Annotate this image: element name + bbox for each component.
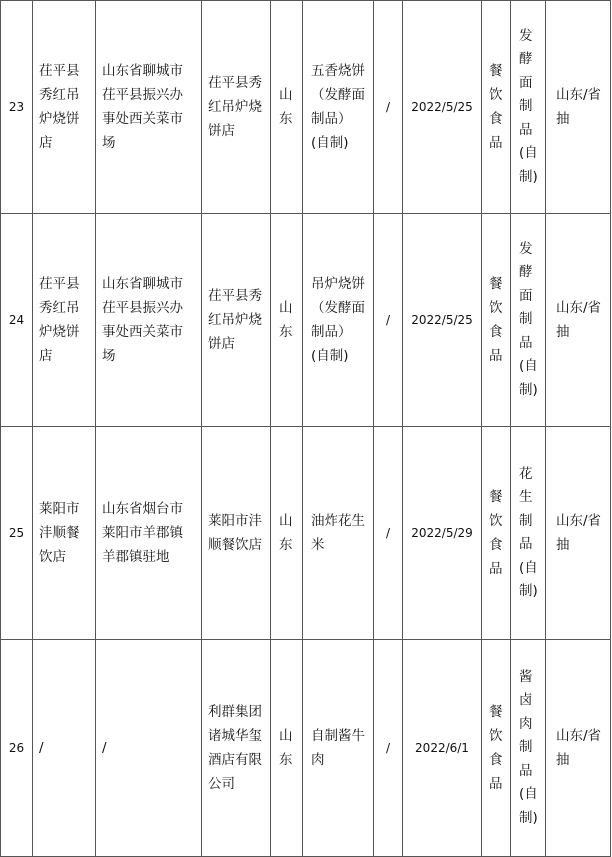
specification: /: [373, 426, 403, 640]
province: 山东: [270, 213, 303, 427]
table-row: [0, 213, 610, 427]
specification: /: [373, 639, 403, 857]
production-date: 2022/5/25: [402, 213, 482, 427]
row-number: 23: [0, 0, 33, 214]
producer-address: 山东省烟台市莱阳市羊郡镇羊郡镇驻地: [95, 426, 202, 640]
sampled-unit: 莱阳市沣顺餐饮店: [201, 426, 271, 640]
food-name: 油炸花生米: [302, 426, 374, 640]
food-subcategory: 酱卤肉制品(自制): [510, 639, 546, 857]
row-number: 26: [0, 639, 33, 857]
food-category: 餐饮食品: [481, 213, 511, 427]
producer-name: 茌平县秀红吊炉烧饼店: [32, 0, 96, 214]
row-number: 25: [0, 426, 33, 640]
producer-name: /: [32, 639, 96, 857]
task-source: 山东/省抽: [545, 0, 611, 214]
production-date: 2022/5/25: [402, 0, 482, 214]
producer-address: 山东省聊城市茌平县振兴办事处西关菜市场: [95, 213, 202, 427]
specification: /: [373, 0, 403, 214]
table-row: [0, 639, 610, 853]
province: 山东: [270, 639, 303, 857]
row-number: 24: [0, 213, 33, 427]
province: 山东: [270, 0, 303, 214]
table-row: [0, 426, 610, 640]
food-name: 吊炉烧饼（发酵面制品）(自制): [302, 213, 374, 427]
producer-address: 山东省聊城市茌平县振兴办事处西关菜市场: [95, 0, 202, 214]
task-source: 山东/省抽: [545, 639, 611, 857]
production-date: 2022/5/29: [402, 426, 482, 640]
production-date: 2022/6/1: [402, 639, 482, 857]
sampled-unit: 利群集团诸城华玺酒店有限公司: [201, 639, 271, 857]
food-name: 五香烧饼（发酵面制品）(自制): [302, 0, 374, 214]
task-source: 山东/省抽: [545, 213, 611, 427]
producer-name: 莱阳市沣顺餐饮店: [32, 426, 96, 640]
food-subcategory: 花生制品(自制): [510, 426, 546, 640]
producer-name: 茌平县秀红吊炉烧饼店: [32, 213, 96, 427]
task-source: 山东/省抽: [545, 426, 611, 640]
food-category: 餐饮食品: [481, 426, 511, 640]
specification: /: [373, 213, 403, 427]
sampled-unit: 茌平县秀红吊炉烧饼店: [201, 213, 271, 427]
food-subcategory: 发酵面制品(自制): [510, 213, 546, 427]
food-name: 自制酱牛肉: [302, 639, 374, 857]
province: 山东: [270, 426, 303, 640]
table-row: [0, 0, 610, 214]
food-category: 餐饮食品: [481, 639, 511, 857]
food-category: 餐饮食品: [481, 0, 511, 214]
producer-address: /: [95, 639, 202, 857]
food-subcategory: 发酵面制品(自制): [510, 0, 546, 214]
sampled-unit: 茌平县秀红吊炉烧饼店: [201, 0, 271, 214]
